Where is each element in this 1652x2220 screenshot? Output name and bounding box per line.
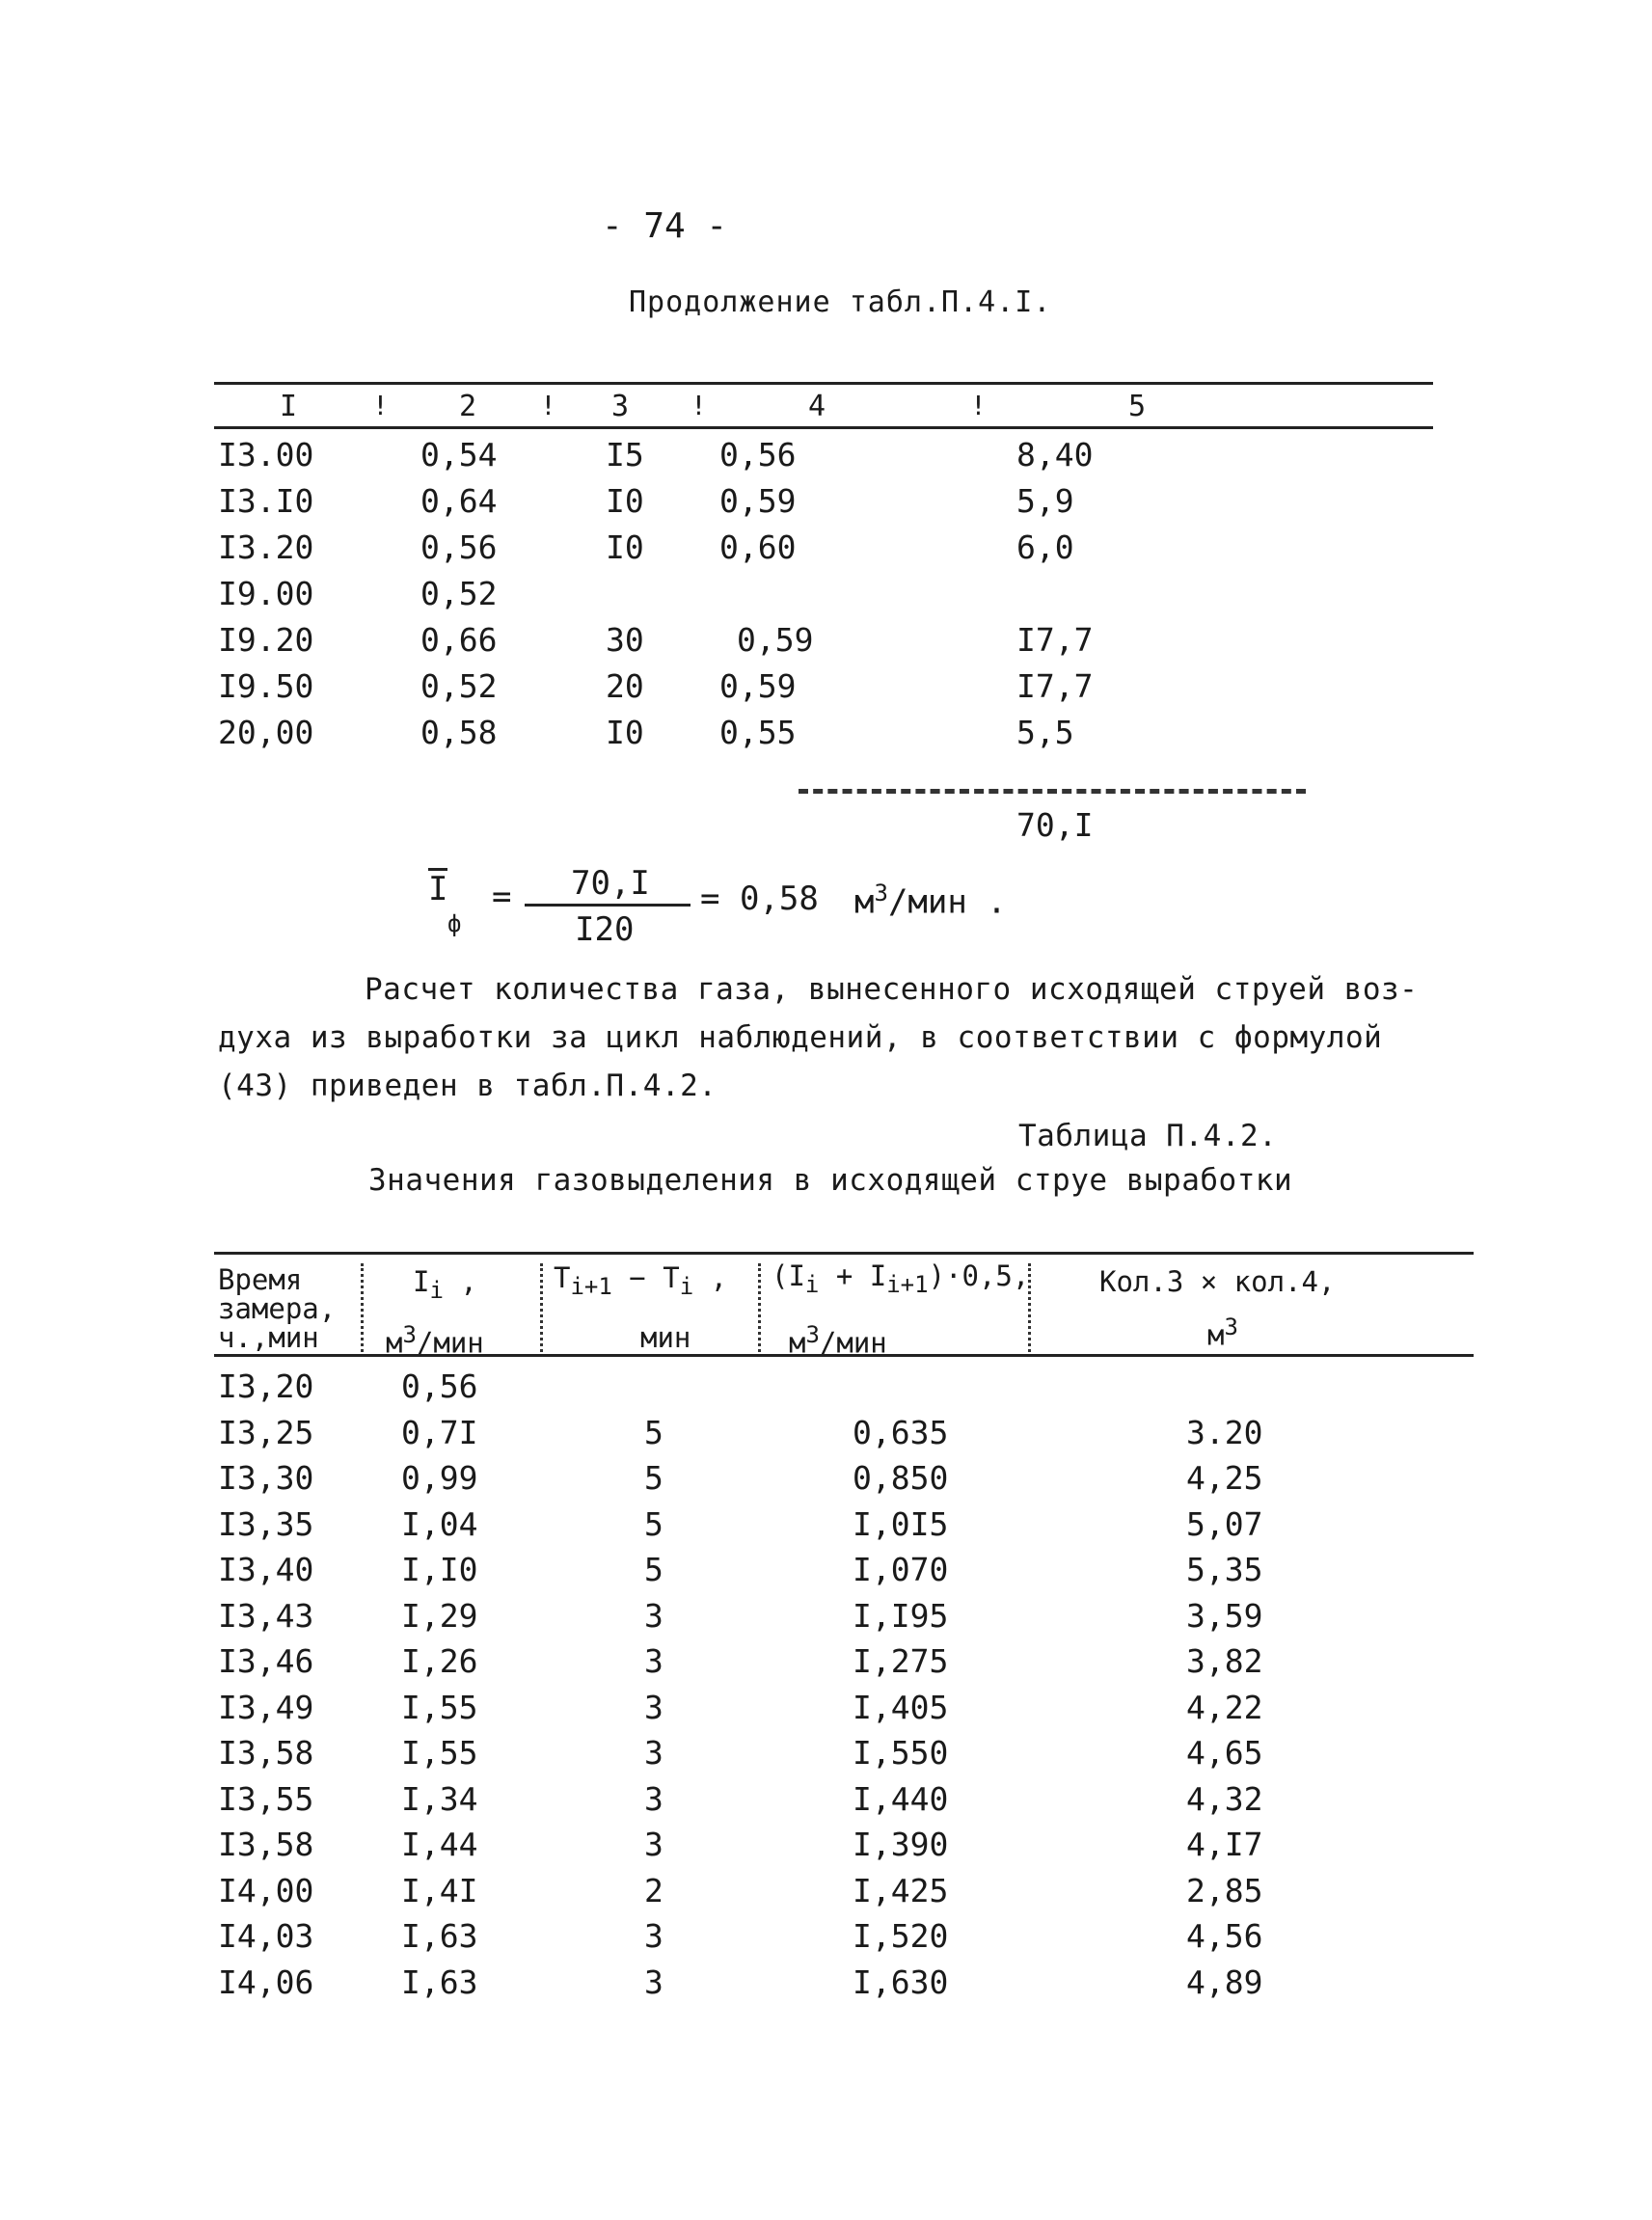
table1-cell-col4: 0,59	[737, 621, 814, 659]
table2-cell-average: I,405	[853, 1689, 949, 1726]
table2-cell-intensity: I,55	[401, 1734, 478, 1772]
table2-cell-time: I4,06	[218, 1963, 314, 2001]
table1-cell-col4: 0,59	[719, 667, 797, 705]
table2-cell-average: 0,850	[853, 1459, 949, 1497]
table1-cell-col3: I5	[606, 436, 644, 474]
table1-cell-col2: 0,66	[420, 621, 498, 659]
table2-cell-time: I3,46	[218, 1642, 314, 1680]
table1-header-1: I	[280, 390, 298, 423]
table2-cell-time: I4,03	[218, 1917, 314, 1955]
col5-unit-base: м	[1207, 1318, 1225, 1352]
table2-cell-average: I,070	[853, 1551, 949, 1588]
table2-cell-time: I3,30	[218, 1459, 314, 1497]
table1-cell-time: I9.50	[218, 667, 314, 705]
table1-total: 70,I	[1016, 806, 1094, 844]
col3-minus: −	[629, 1261, 646, 1294]
table1-header-separator: !	[372, 390, 389, 421]
table2-cell-average: I,0I5	[853, 1505, 949, 1543]
col4-unit-rest: /мин	[819, 1326, 887, 1360]
table1-cell-col5: I7,7	[1016, 667, 1094, 705]
col3-t1: T	[554, 1261, 571, 1294]
paragraph-line: духа из выработки за цикл наблюдений, в соответствии с формулой	[218, 1020, 1383, 1055]
table2-cell-intensity: I,4I	[401, 1872, 478, 1909]
table2-header-col4	[772, 1259, 1029, 1298]
table2-cell-time: I3,58	[218, 1734, 314, 1772]
table2-header-col3	[554, 1261, 727, 1300]
table1-header-2: 2	[459, 390, 477, 423]
table1-header-4: 4	[808, 390, 826, 423]
table2-cell-interval: 3	[644, 1642, 664, 1680]
table2-cell-interval: 3	[644, 1826, 664, 1863]
col4-open: (I	[772, 1259, 805, 1292]
col2-unit-exponent: 3	[402, 1321, 417, 1348]
table2-cell-volume: 4,22	[1186, 1689, 1263, 1726]
table2-header-rule	[214, 1354, 1474, 1357]
table2-label: Таблица П.4.2.	[1018, 1119, 1278, 1153]
table2-cell-intensity: I,34	[401, 1780, 478, 1818]
paragraph-line: (43) приведен в табл.П.4.2.	[218, 1069, 718, 1103]
table1-cell-col5: 5,9	[1016, 482, 1074, 520]
table2-cell-volume: 5,35	[1186, 1551, 1263, 1588]
table1-cell-col4: 0,55	[719, 714, 797, 751]
table1-header-5: 5	[1128, 390, 1147, 423]
table2-cell-intensity: I,44	[401, 1826, 478, 1863]
table2-header-col3-unit: мин	[640, 1321, 691, 1354]
table2-column-separator	[540, 1263, 543, 1352]
table2-cell-time: I3,43	[218, 1597, 314, 1635]
table2-cell-intensity: I,26	[401, 1642, 478, 1680]
table1-header-separator: !	[540, 390, 556, 421]
table2-title: Значения газовыделения в исходящей струе выработки	[368, 1163, 1293, 1198]
formula-denominator: I20	[575, 910, 635, 949]
table1-header-3: 3	[611, 390, 630, 423]
table2-cell-average: I,520	[853, 1917, 949, 1955]
table2-column-separator	[361, 1263, 364, 1352]
col5-unit-exponent: 3	[1224, 1313, 1238, 1340]
table1-cell-time: I3.I0	[218, 482, 314, 520]
col2-unit-rest: /мин	[416, 1326, 484, 1360]
table1-cell-col2: 0,58	[420, 714, 498, 751]
table1-cell-time: I3.00	[218, 436, 314, 474]
table2-cell-intensity: I,04	[401, 1505, 478, 1543]
table1-cell-col2: 0,54	[420, 436, 498, 474]
table2-cell-interval: 3	[644, 1780, 664, 1818]
table1-top-rule	[214, 382, 1433, 385]
col4-unit-base: м	[789, 1326, 806, 1360]
table2-cell-volume: 4,65	[1186, 1734, 1263, 1772]
table1-cell-col3: I0	[606, 528, 644, 566]
table2-cell-time: I3,35	[218, 1505, 314, 1543]
table2-cell-intensity: I,29	[401, 1597, 478, 1635]
table2-cell-interval: 5	[644, 1459, 664, 1497]
table1-cell-col3: I0	[606, 482, 644, 520]
col4-sub2: i+1	[886, 1270, 929, 1298]
table2-cell-volume: 3,82	[1186, 1642, 1263, 1680]
table1-header-rule	[214, 426, 1433, 429]
table1-cell-time: I9.00	[218, 575, 314, 612]
col3-t2: T	[663, 1261, 680, 1294]
table2-cell-volume: 4,56	[1186, 1917, 1263, 1955]
table1-cell-col5: 8,40	[1016, 436, 1094, 474]
col2-unit-base: м	[386, 1326, 403, 1360]
col4-plus: + I	[835, 1259, 887, 1292]
formula-unit-exponent: 3	[874, 880, 888, 907]
formula-lhs-subscript: ф	[447, 910, 462, 937]
table2-column-separator	[758, 1263, 761, 1352]
table2-cell-intensity: I,55	[401, 1689, 478, 1726]
table2-cell-time: I3,40	[218, 1551, 314, 1588]
col2-subscript: i	[429, 1276, 444, 1304]
table2-cell-volume: 2,85	[1186, 1872, 1263, 1909]
continuation-title: Продолжение табл.П.4.I.	[629, 285, 1052, 319]
table1-cell-col2: 0,56	[420, 528, 498, 566]
table1-cell-col4: 0,59	[719, 482, 797, 520]
col2-comma: ,	[460, 1265, 477, 1298]
table2-cell-volume: 5,07	[1186, 1505, 1263, 1543]
col4-unit-exponent: 3	[805, 1321, 820, 1348]
table2-cell-average: I,275	[853, 1642, 949, 1680]
table2-header-col1-line: ч.,мин	[218, 1321, 319, 1354]
table2-cell-time: I3,58	[218, 1826, 314, 1863]
table2-cell-average: I,425	[853, 1872, 949, 1909]
col3-t2-subscript: i	[679, 1272, 694, 1300]
table2-cell-volume: 3.20	[1186, 1414, 1263, 1451]
table2-top-rule	[214, 1252, 1474, 1255]
table2-header-col2	[413, 1265, 477, 1304]
table2-cell-average: I,550	[853, 1734, 949, 1772]
formula-equals: =	[492, 878, 512, 916]
table1-cell-col2: 0,52	[420, 667, 498, 705]
table2-cell-interval: 3	[644, 1917, 664, 1955]
table2-cell-average: 0,635	[853, 1414, 949, 1451]
table2-header-col5-unit	[1207, 1313, 1238, 1352]
table2-cell-interval: 3	[644, 1597, 664, 1635]
table1-cell-time: I3.20	[218, 528, 314, 566]
table2-cell-average: I,I95	[853, 1597, 949, 1635]
table1-cell-time: I9.20	[218, 621, 314, 659]
fraction-line	[525, 904, 691, 907]
page-number: - 74 -	[602, 206, 728, 246]
table1-cell-col4: 0,60	[719, 528, 797, 566]
table1-header-separator: !	[970, 390, 987, 421]
table2-cell-time: I3,25	[218, 1414, 314, 1451]
table2-cell-interval: 3	[644, 1963, 664, 2001]
table2-cell-intensity: 0,7I	[401, 1414, 478, 1451]
table2-cell-interval: 5	[644, 1414, 664, 1451]
formula-lhs: I	[428, 870, 448, 908]
table2-cell-interval: 5	[644, 1551, 664, 1588]
col4-close: )·0,5,	[928, 1259, 1030, 1292]
table2-cell-volume: 4,89	[1186, 1963, 1263, 2001]
table1-cell-col5: 6,0	[1016, 528, 1074, 566]
table2-header-col1-line: Время	[218, 1263, 303, 1296]
table2-cell-time: I3,49	[218, 1689, 314, 1726]
table1-cell-col2: 0,64	[420, 482, 498, 520]
table1-cell-col3: 30	[606, 621, 644, 659]
table1-cell-col4: 0,56	[719, 436, 797, 474]
table1-cell-col5: I7,7	[1016, 621, 1094, 659]
formula-unit-base: м	[854, 882, 875, 922]
table2-cell-time: I4,00	[218, 1872, 314, 1909]
table2-cell-interval: 3	[644, 1734, 664, 1772]
col2-symbol: I	[413, 1265, 430, 1298]
sum-dashed-rule	[799, 789, 1306, 794]
table1-header-separator: !	[691, 390, 707, 421]
table2-cell-interval: 2	[644, 1872, 664, 1909]
table2-cell-interval: 5	[644, 1505, 664, 1543]
table2-cell-volume: 4,I7	[1186, 1826, 1263, 1863]
table1-cell-col2: 0,52	[420, 575, 498, 612]
table2-cell-volume: 4,32	[1186, 1780, 1263, 1818]
table2-cell-intensity: 0,56	[401, 1367, 478, 1405]
table2-cell-intensity: I,I0	[401, 1551, 478, 1588]
table2-header-col1-line: замера,	[218, 1292, 337, 1325]
table1-cell-time: 20,00	[218, 714, 314, 751]
table2-cell-intensity: 0,99	[401, 1459, 478, 1497]
table2-column-separator	[1028, 1263, 1031, 1352]
table2-cell-intensity: I,63	[401, 1963, 478, 2001]
table2-cell-intensity: I,63	[401, 1917, 478, 1955]
table2-cell-volume: 3,59	[1186, 1597, 1263, 1635]
table2-header-col5: Кол.3 × кол.4,	[1099, 1265, 1336, 1298]
formula-numerator: 70,I	[571, 864, 650, 903]
table1-cell-col3: I0	[606, 714, 644, 751]
table2-cell-average: I,390	[853, 1826, 949, 1863]
table2-cell-average: I,630	[853, 1963, 949, 2001]
table1-cell-col5: 5,5	[1016, 714, 1074, 751]
col3-comma: ,	[710, 1261, 728, 1294]
table1-cell-col3: 20	[606, 667, 644, 705]
formula-unit-rest: /мин .	[887, 882, 1007, 922]
formula-unit	[854, 880, 1007, 921]
table2-cell-time: I3,20	[218, 1367, 314, 1405]
col4-sub1: i	[804, 1270, 820, 1298]
table2-cell-average: I,440	[853, 1780, 949, 1818]
table2-cell-time: I3,55	[218, 1780, 314, 1818]
table2-cell-interval: 3	[644, 1689, 664, 1726]
formula-result: = 0,58	[700, 880, 819, 918]
col3-t1-subscript: i+1	[570, 1272, 612, 1300]
paragraph-line: Расчет количества газа, вынесенного исходящей струей воз-	[365, 972, 1419, 1007]
table2-cell-volume: 4,25	[1186, 1459, 1263, 1497]
